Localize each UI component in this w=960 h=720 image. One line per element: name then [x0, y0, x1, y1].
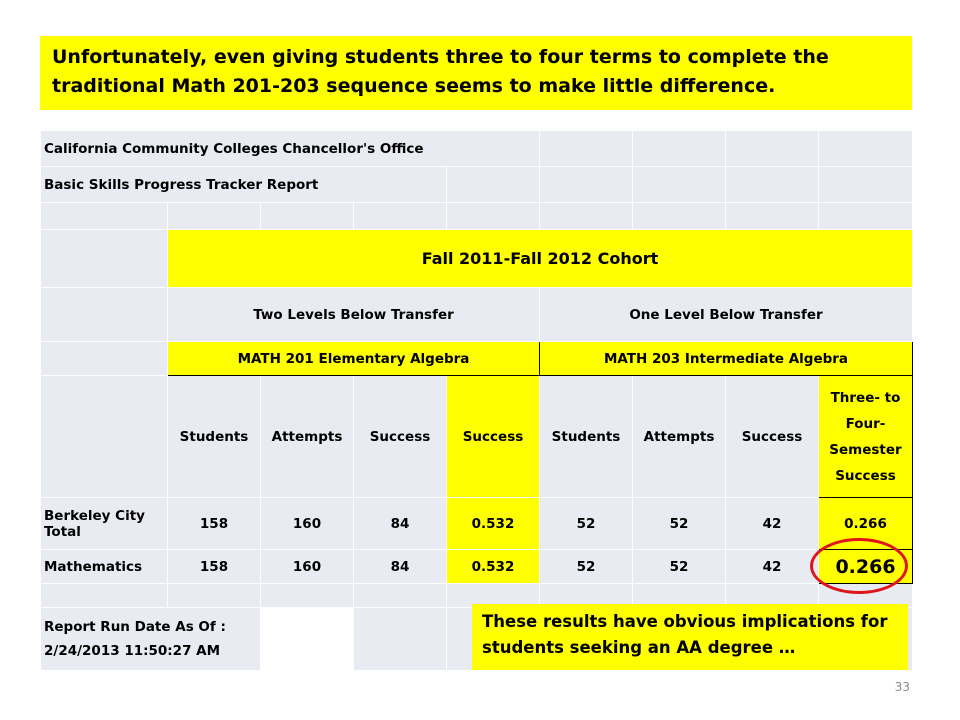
implication-callout	[472, 604, 908, 670]
cohort-row	[41, 230, 913, 288]
col-header-students: Students	[168, 376, 261, 498]
row-label: Berkeley City Total	[41, 498, 168, 550]
table-row	[41, 550, 913, 584]
course-203-cell: MATH 203 Intermediate Algebra	[540, 342, 913, 376]
cell-value: 0.532	[447, 498, 540, 550]
cell-value: 52	[633, 550, 726, 584]
level-two-cell: Two Levels Below Transfer	[168, 288, 540, 342]
cell-value: 160	[261, 498, 354, 550]
cell-value: 84	[354, 498, 447, 550]
cell-value: 84	[354, 550, 447, 584]
cell-value: 52	[540, 498, 633, 550]
cohort-cell: Fall 2011-Fall 2012 Cohort	[168, 230, 913, 288]
table-row	[41, 498, 913, 550]
col-header-students: Students	[540, 376, 633, 498]
cell-value: 52	[633, 498, 726, 550]
title-row	[41, 167, 913, 203]
headline-banner	[40, 36, 912, 110]
org-row	[41, 131, 913, 167]
emphasis-circle	[810, 538, 908, 594]
spacer-row	[41, 203, 913, 230]
run-date-cell: Report Run Date As Of : 2/24/2013 11:50:27 AM	[41, 608, 261, 671]
callout-text: These results have obvious implications for students seeking an AA degree …	[482, 612, 888, 657]
col-header-attempts: Attempts	[633, 376, 726, 498]
cell-value: 0.266	[819, 498, 913, 550]
row-label: Mathematics	[41, 550, 168, 584]
cell-value: 160	[261, 550, 354, 584]
level-one-cell: One Level Below Transfer	[540, 288, 913, 342]
col-header-success-rate: Success	[447, 376, 540, 498]
cell-value: 42	[726, 498, 819, 550]
highlighted-value: 0.266	[819, 550, 913, 584]
col-header-success: Success	[354, 376, 447, 498]
cell-value: 52	[540, 550, 633, 584]
report-title-cell: Basic Skills Progress Tracker Report	[41, 167, 447, 203]
course-row	[41, 342, 913, 376]
cell-value: 42	[726, 550, 819, 584]
col-header-success: Success	[726, 376, 819, 498]
column-header-row	[41, 376, 913, 498]
cell-value: 158	[168, 498, 261, 550]
cell-value: 158	[168, 550, 261, 584]
course-201-cell: MATH 201 Elementary Algebra	[168, 342, 540, 376]
level-row	[41, 288, 913, 342]
page-number: 33	[894, 680, 910, 694]
col-header-multi-semester-success: Three- to Four-Semester Success	[819, 376, 913, 498]
cell-value: 0.532	[447, 550, 540, 584]
org-cell: California Community Colleges Chancellor's Office	[41, 131, 540, 167]
col-header-attempts: Attempts	[261, 376, 354, 498]
progress-tracker-table	[40, 130, 913, 671]
headline-text: Unfortunately, even giving students three to four terms to complete the traditional Math 201-203 sequence seems to make little difference.	[52, 46, 829, 97]
